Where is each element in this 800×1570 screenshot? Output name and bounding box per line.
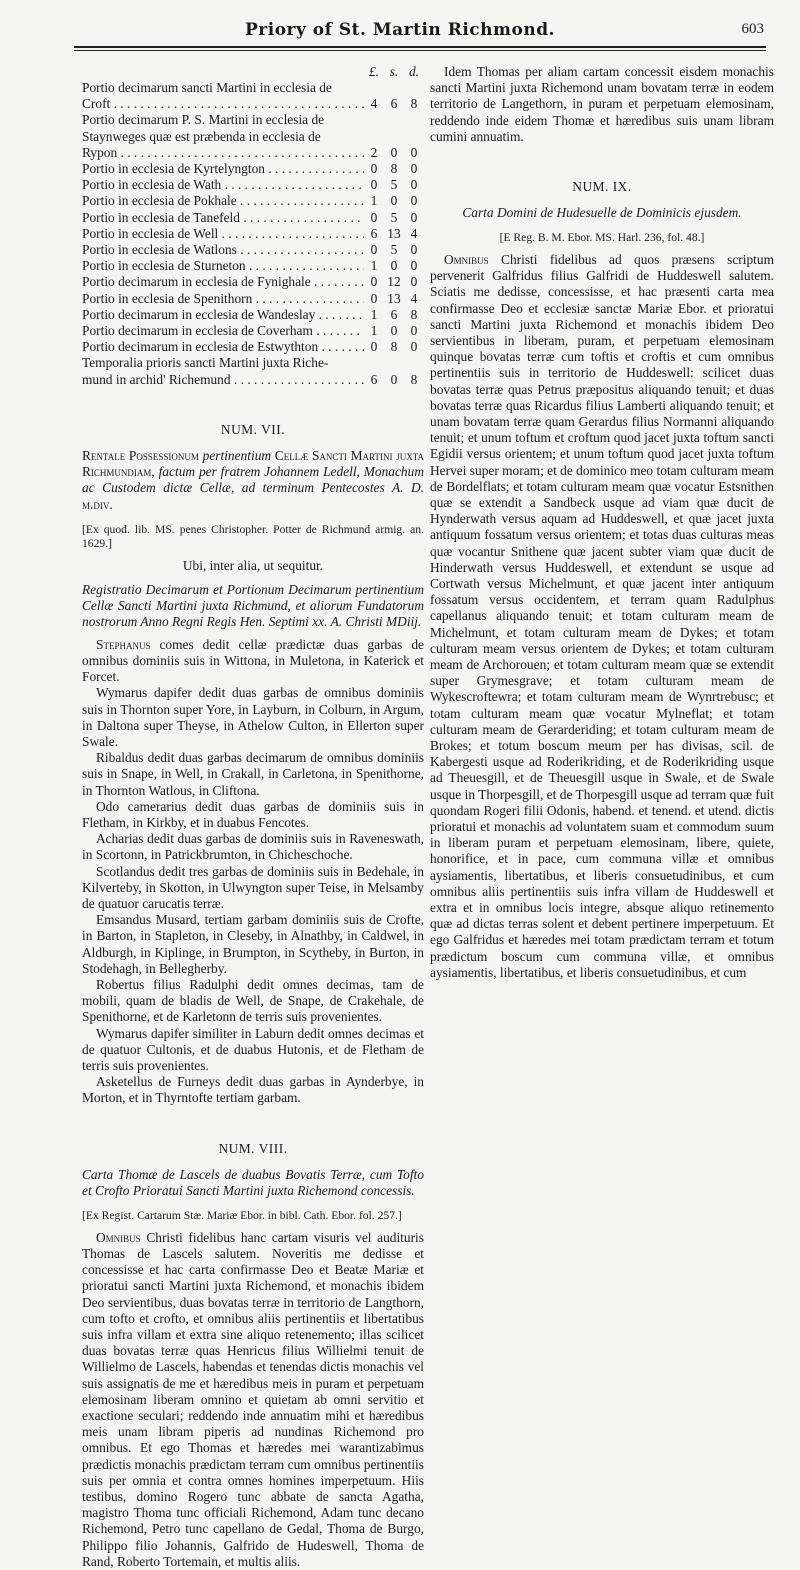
table-entry-line: Portio decimarum sancti Martini in ecclesia de xyxy=(82,80,332,95)
left-column xyxy=(82,64,424,1570)
title-caps: Rentale Possessionum xyxy=(82,448,199,464)
amount-s: 6 xyxy=(390,306,398,322)
amount-d: 0 xyxy=(410,274,418,290)
amount-l: 1 xyxy=(370,306,378,322)
running-head xyxy=(0,14,800,54)
amount-d: 4 xyxy=(410,225,418,241)
table-row xyxy=(82,323,424,339)
amount-s: 5 xyxy=(390,209,398,225)
amount-s: 12 xyxy=(387,274,401,290)
table-row xyxy=(82,96,424,112)
table-row xyxy=(82,274,424,290)
amount-d: 0 xyxy=(410,339,418,355)
amount-l: 0 xyxy=(370,290,378,306)
table-entry-line: Staynweges quæ est præbenda in ecclesia de xyxy=(82,128,321,144)
num7-para: Emsandus Musard, tertiam garbam dominiis suis de Crofte, in Barton, in Stapleton, in Cleseby, in Alnathby, in Caldwel, in Aldburgh, in Kiplinge, in Brumpton, in Scytheby, in Burton, in Stodehagh, in Bellegherby. xyxy=(82,912,424,976)
para-cap: Omnibus xyxy=(444,251,489,267)
num8-source: [Ex Regist. Cartarum Stæ. Mariæ Ebor. in bibl. Cath. Ebor. fol. 257.] xyxy=(82,1209,402,1223)
entry-label: Portio decimarum in ecclesia de Fynighale . . . xyxy=(82,274,364,290)
amount-d: 0 xyxy=(410,258,418,274)
amount-d: 8 xyxy=(410,306,418,322)
amount-s: 13 xyxy=(387,290,401,306)
amount-l: 6 xyxy=(370,371,378,387)
table-row xyxy=(82,372,424,388)
num7-para xyxy=(82,637,424,686)
title-part: pertinentium xyxy=(202,448,272,464)
table-row xyxy=(82,291,424,307)
num8-heading: NUM. VIII. xyxy=(218,1140,288,1156)
table-row xyxy=(82,145,424,161)
entry-label: Portio in ecclesia de Pokhale . . . xyxy=(82,193,364,209)
para-text: Christi fidelibus ad quos præsens scriptum pervenerit Galfridus filius Galfridi de Huddeswell salutem. Sciatis me dedisse, concessisse, et hac præsenti carta mea confirmasse Deo et ecclesiæ sanctæ Mariæ Ebor. et prioratui sancti Martini juxta Richemond et monachis ibidem Deo servientibus in liberam, puram, et perpetuam elemosinam quinque bovatas terræ cum toftis et croftis et cum omnibus pertinentiis suis in territorio de Huddeswell: scilicet duas bovatas terræ quas Petrus præpositus aliquando tenuit; et duas bovatas terræ quas Ricardus filius Lamberti aliquando tenuit; et unam bovatam terræ quam Gerardus filius Normanni aliquando tenuit; et unum toftum et croftum quod jacet juxta toftum sancti Egidii versus orientem; et unum toftum quod jacet juxta toftum Hervei super moram; et de dominico meo totam culturam meam de Bordelflats; et totam culturam meam quæ vocatur Estsnithen quæ se extendit a Sandbeck usque ad viam quæ ducit de Hynderwath versus aquam ad Huddeswell, et quæ jacet juxta antiquum fossatum versus orientem; et totas duas culturas meas quæ vocantur Snithene quæ jacent subter viam quæ ducit de Hinderwath versus Huddeswell, et extendunt se usque ad Cortwath versus Michelmunt, et quæ jacent inter antiquum fossatum versus occidentem, et terram quam Radulphus capellanus aliquando tenuit; et totam culturam meam de Michelmunt, et totam culturam meam de Dykes; et totam culturam meam versus orientem de Dykes; et totam culturam meam de Archorouen; et totam culturam meam quæ se extendit super Grymesgrave; et totam culturam meam de Wykescroftewra; et totam culturam meam de Wynrtrebusc; et totam culturam meam quæ vocatur Mylneflat; et totam culturam meam de Gerarderiding; et totam culturam meam de Brokes; et totum boscum meum per has divisas, scil. de Kabergesti usque ad Roderikriding, et de Roderikriding usque ad Theuesgill, et de Theuesgill usque in Swale, et de Swale usque in Thorpesgill, et de Thorpesgill usque ad terram quæ fuit quondam Rogeri filii Odonis, habend. et tenend. et utend. dictis prioratui et monachis ad voluntatem suam et commodum suum in liberam puram et perpetuam elemosinam, libere, quiete, honorifice, et in pace, cum communa villæ et omnibus aysiamentis, libertatibus, et liberis consuetudinibus, et cum omnibus aliis pertinentiis suis infra villam de Huddeswell et extra et in omnibus locis integre, absque aliquo retinemento quæ ad dictas terras solent et debent pertinere imperpetuum. Et ego Galfridus et hæredes mei totam prædictam terram et totum prædictum boscum cum communa villæ, et omnibus aysiamentis, libertatibus, et liberis consuetudinibus, et cum xyxy=(430,251,774,980)
amount-d: 0 xyxy=(410,144,418,160)
entry-label: Rypon . . . xyxy=(82,145,364,161)
amount-l: 1 xyxy=(370,258,378,274)
num7-para: Wymarus dapifer similiter in Laburn dedit omnes decimas et de quatuor Cultonis, et de duabus Hutonis, et de Fletham de terris suis provenientes. xyxy=(82,1025,424,1073)
amount-l: 0 xyxy=(370,177,378,193)
num7-subtitle: Registratio Decimarum et Portionum Decimarum pertinentium Cellæ Sancti Martini juxta Richmund, et aliorum Fundatorum nostrorum Anno Regni Regis Hen. Septimi xx. A. Christi MDiij. xyxy=(82,582,424,630)
amount-l: 6 xyxy=(370,225,378,241)
entry-label: Portio in ecclesia de Wath . . . xyxy=(82,177,364,193)
currency-header xyxy=(82,64,424,80)
header-rule xyxy=(74,46,766,48)
num7-para: Asketellus de Furneys dedit duas garbas in Aynderbye, in Morton, et in Thyrntofte tertiam garbam. xyxy=(82,1074,424,1106)
num8-title: Carta Thomæ de Lascels de duabus Bovatis Terræ, cum Tofto et Crofto Prioratui Sancti Martini juxta Richemond concessis. xyxy=(82,1166,424,1198)
table-row xyxy=(82,242,424,258)
num7-para: Acharias dedit duas garbas de dominiis suis in Raveneswath, in Scortonn, in Patrickbrumton, in Chicheschoche. xyxy=(82,831,424,863)
entry-label: Portio in ecclesia de Tanefeld . . . xyxy=(82,210,364,226)
title-year: m.div. xyxy=(82,496,113,512)
right-column xyxy=(430,64,774,981)
amount-l: 0 xyxy=(370,242,378,258)
amount-d: 0 xyxy=(410,323,418,339)
amount-l: 1 xyxy=(370,323,378,339)
table-row xyxy=(82,210,424,226)
para-text: comes dedit cellæ prædictæ duas garbas de omnibus dominiis suis in Wittona, in Muletona, in Katerick et Forcet. xyxy=(82,636,424,685)
num7-source: [Ex quod. lib. MS. penes Christopher. Potter de Richmund armig. an. 1629.] xyxy=(82,522,424,551)
portions-table xyxy=(82,80,424,388)
num9-title: Carta Domini de Hudesuelle de Dominicis ejusdem. xyxy=(462,205,742,221)
header-rule-thin xyxy=(74,50,766,51)
num7-intro: Ubi, inter alia, ut sequitur. xyxy=(182,557,324,573)
num8-para-2: Idem Thomas per aliam cartam concessit eisdem monachis sancti Martini juxta Richemond unam bovatam terræ in eodem territorio de Langethorn, in puram et perpetuam elemosinam, reddendo inde eidem Thomæ et hæredibus suis unam libram cumini annuatim. xyxy=(430,64,774,144)
num7-para: Odo camerarius dedit duas garbas de dominiis suis in Fletham, in Kirkby, et in duabus Fencotes. xyxy=(82,798,424,830)
amount-l: 0 xyxy=(370,161,378,177)
table-row xyxy=(82,226,424,242)
entry-label: Portio decimarum in ecclesia de Wandeslay . . . xyxy=(82,307,364,323)
amount-l: 0 xyxy=(370,274,378,290)
para-cap: Stephanus xyxy=(96,636,151,652)
num9-heading: NUM. IX. xyxy=(572,179,632,195)
num9-para xyxy=(430,252,774,981)
amount-s: 0 xyxy=(390,323,398,339)
amount-s: 0 xyxy=(390,371,398,387)
entry-label: Portio decimarum in ecclesia de Coverham . . . xyxy=(82,323,364,339)
currency-pounds: £. xyxy=(368,64,380,79)
amount-d: 0 xyxy=(410,242,418,258)
amount-d: 4 xyxy=(410,290,418,306)
amount-d: 8 xyxy=(410,371,418,387)
num7-para: Wymarus dapifer dedit duas garbas de omnibus dominiis suis in Thornton super Yore, in Layburn, in Colburn, in Argum, in Daltona super Theyse, in Athelow Culton, in Ellerton super Swale. xyxy=(82,685,424,749)
amount-s: 8 xyxy=(390,161,398,177)
amount-s: 5 xyxy=(390,242,398,258)
amount-s: 8 xyxy=(390,339,398,355)
table-row xyxy=(82,193,424,209)
currency-shillings: s. xyxy=(389,64,399,79)
table-entry-line: Portio decimarum P. S. Martini in ecclesia de xyxy=(82,112,325,128)
running-head-title: Priory of St. Martin Richmond. xyxy=(245,20,555,40)
amount-d: 0 xyxy=(410,161,418,177)
entry-label: Portio in ecclesia de Sturneton . . . xyxy=(82,258,364,274)
amount-d: 8 xyxy=(410,96,418,112)
amount-d: 0 xyxy=(410,209,418,225)
entry-label: Portio in ecclesia de Watlons . . . xyxy=(82,242,364,258)
amount-l: 0 xyxy=(370,209,378,225)
amount-s: 6 xyxy=(390,96,398,112)
table-row xyxy=(82,161,424,177)
num9-source: [E Reg. B. M. Ebor. MS. Harl. 236, fol. 48.] xyxy=(499,231,705,245)
num8-para xyxy=(82,1230,424,1570)
entry-label: Portio in ecclesia de Spenithorn . . . xyxy=(82,291,364,307)
title-part: factum per fratrem Johannem Ledell, Monachum ac Custodem dictæ Cellæ, ad terminum Pentecostes A. D. xyxy=(82,464,424,496)
title-caps: Cellæ Sancti Martini juxta Richmundiam, xyxy=(82,448,424,480)
table-row xyxy=(82,307,424,323)
num7-para: Robertus filius Radulphi dedit omnes decimas, tam de mobili, quam de bladis de Well, de Snape, de Crakehale, de Spenithorne, et de Karletonn de terris suis provenientes. xyxy=(82,976,424,1025)
currency-pence: d. xyxy=(408,64,420,79)
num7-heading: NUM. VII. xyxy=(220,421,286,437)
amount-s: 13 xyxy=(387,225,401,241)
entry-label: Croft . . . xyxy=(82,96,364,112)
page-number: 603 xyxy=(741,21,764,37)
entry-label: Portio decimarum in ecclesia de Estwythton . . . xyxy=(82,339,364,355)
table-row xyxy=(82,258,424,274)
para-text: Christi fidelibus hanc cartam visuris vel audituris Thomas de Lascels salutem. Noveritis me dedisse et concessisse et hac carta confirmasse Deo et Beatæ Mariæ et prioratui sancti Martini juxta Richemond, et monachis ibidem Deo servientibus, duas bovatas terræ in territorio de Langthorn, cum tofto et crofto, et omnibus aliis pertinentiis et libertatibus suis infra villam et extra sine aliquo retenemento; illas scilicet duas bovatas terræ quas Henricus filius Willielmi tenuit de Willielmo de Lascels, habendas et tenendas dictis monachis vel suis assignatis de me et hæredibus meis in puram et perpetuam elemosinam liberam omnino et quietam ab omni servitio et exactione seculari; reddendo inde annuatim mihi et hæredibus meis unam libram piperis ad nundinas Richemond pro omnibus. Et ego Thomas et hæredes mei warantizabimus prædictis monachis prædictam terram cum omnibus pertinentiis suis per omnia et contra omnes homines imperpetuum. Hiis testibus, domino Rogero tunc abbate de sancta Agatha, magistro Thoma tunc officiali Richemond, Adam tunc decano Richemond, Petro tunc capellano de Gedal, Thoma de Burgo, Philippo filio Johannis, Galfrido de Hudeswell, Thoma de Rand, Roberto Tortemain, et multis aliis. xyxy=(82,1229,424,1569)
amount-l: 2 xyxy=(370,144,378,160)
amount-l: 1 xyxy=(370,193,378,209)
num7-title xyxy=(82,448,424,513)
amount-l: 0 xyxy=(370,339,378,355)
table-entry-line: Temporalia prioris sancti Martini juxta Riche- xyxy=(82,355,329,371)
entry-label: Portio in ecclesia de Kyrtelyngton . . . xyxy=(82,161,364,177)
amount-s: 0 xyxy=(390,258,398,274)
entry-label: mund in archid' Richemund . . . xyxy=(82,372,364,388)
amount-s: 0 xyxy=(390,144,398,160)
amount-l: 4 xyxy=(370,96,378,112)
table-row xyxy=(82,177,424,193)
para-cap: Omnibus xyxy=(96,1229,141,1245)
table-row xyxy=(82,339,424,355)
num7-para: Ribaldus dedit duas garbas decimarum de omnibus dominiis suis in Snape, in Well, in Crakall, in Carletona, in Spenithorne, in Thornton Watlous, in Cliftona. xyxy=(82,750,424,798)
amount-s: 5 xyxy=(390,177,398,193)
num7-para: Scotlandus dedit tres garbas de dominiis suis in Bedehale, in Kilverteby, in Skotton, in Ulwyngton super Teise, in Melsamby de quatuor carucatis terræ. xyxy=(82,863,424,911)
amount-s: 0 xyxy=(390,193,398,209)
entry-label: Portio in ecclesia de Well . . . xyxy=(82,226,364,242)
amount-d: 0 xyxy=(410,193,418,209)
amount-d: 0 xyxy=(410,177,418,193)
